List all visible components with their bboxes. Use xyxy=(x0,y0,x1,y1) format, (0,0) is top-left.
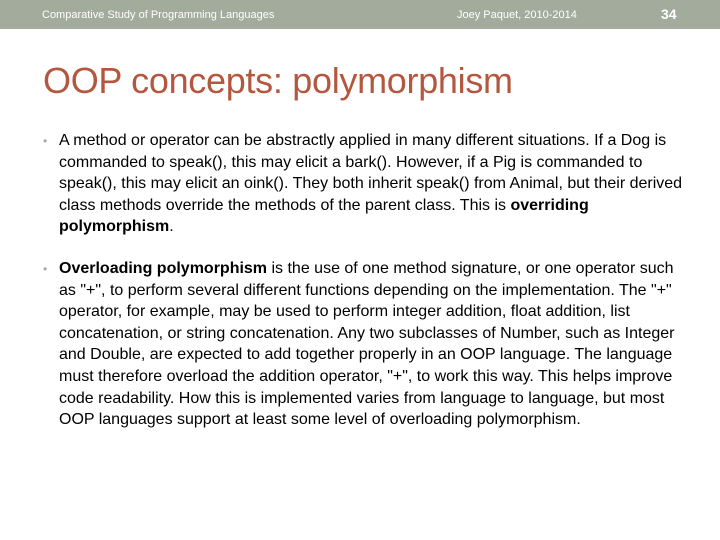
bullet-overriding xyxy=(43,130,683,238)
bullet-text-after: . xyxy=(169,218,174,236)
bullet-text xyxy=(59,132,682,235)
bullet-marker: • xyxy=(43,261,48,276)
header-bar xyxy=(0,0,720,29)
course-title: Comparative Study of Programming Languages xyxy=(42,9,275,21)
bullet-list xyxy=(43,130,683,431)
bullet-overloading xyxy=(43,258,683,431)
page-number: 34 xyxy=(661,6,677,22)
bullet-text-after: is the use of one method signature, or one operator such as "+", to perform several different functions depending on the implementation. The "+" operator, for example, may be used to perform integer addition, float addition, list concatenation, or string concatenation. Any two subclasses of Number, such as Integer and Double, are expected to add together properly in an OOP language. The language must therefore overload the addition operator, "+", to work this way. This helps improve code readability. How this is implemented varies from language to language, but most OOP languages support at least some level of overloading polymorphism. xyxy=(59,259,675,429)
author-credit: Joey Paquet, 2010-2014 xyxy=(457,9,577,21)
bullet-text-before: A method or operator can be abstractly applied in many different situations. If a Dog is commanded to speak(), this may elicit a bark(). However, if a Pig is commanded to speak(), this may elicit an oink(). They both inherit speak() from Animal, but their derived class methods override the methods of the parent class. This is xyxy=(59,132,683,214)
bullet-text xyxy=(59,260,674,428)
term-overloading-polymorphism: Overloading polymorphism xyxy=(59,259,268,277)
bullet-marker: • xyxy=(43,134,48,148)
slide-title: OOP concepts: polymorphism xyxy=(43,60,513,101)
term-overriding-polymorphism: overriding polymorphism xyxy=(59,196,589,236)
